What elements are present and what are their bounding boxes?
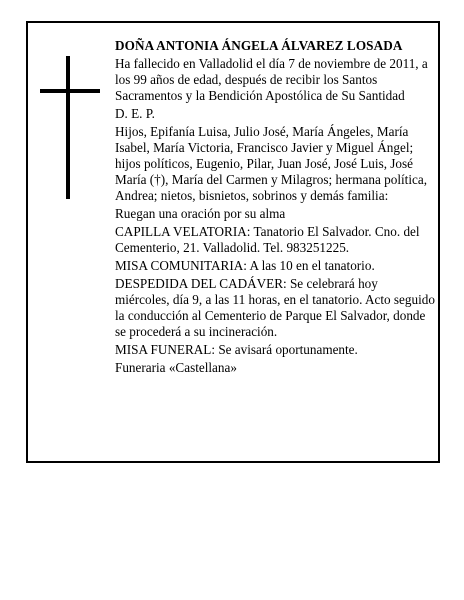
family-list: Hijos, Epifanía Luisa, Julio José, María Ángeles, María Isabel, María Victoria, Francisco Javier y Miguel Ángel; hijos políticos, Eugenio, Pilar, Juan José, José Luis, José María (†), María del Carmen y Milagros; hermana política, Andrea; nietos, bisnietos, sobrinos y demás familia:	[115, 124, 427, 203]
chapel-info: CAPILLA VELATORIA: Tanatorio El Salvador. Cno. del Cementerio, 21. Valladolid. Tel. 983251225.	[115, 224, 420, 255]
obituary-text	[115, 38, 435, 378]
deceased-name: DOÑA ANTONIA ÁNGELA ÁLVAREZ LOSADA	[115, 38, 403, 53]
cross-icon	[40, 56, 100, 199]
farewell-info: DESPEDIDA DEL CADÁVER: Se celebrará hoy miércoles, día 9, a las 11 horas, en el tanatorio. Acto seguido la conducción al Cementerio de Parque El Salvador, donde se procederá a su incineración.	[115, 276, 435, 339]
dep-line: D. E. P.	[115, 106, 155, 121]
death-announcement: Ha fallecido en Valladolid el día 7 de noviembre de 2011, a los 99 años de edad, después de recibir los Santos Sacramentos y la Bendición Apostólica de Su Santidad	[115, 56, 428, 103]
funeral-mass-info: MISA FUNERAL: Se avisará oportunamente.	[115, 342, 358, 357]
community-mass-info: MISA COMUNITARIA: A las 10 en el tanatorio.	[115, 258, 375, 273]
cross-vertical-bar	[66, 56, 70, 199]
cross-horizontal-bar	[40, 89, 100, 93]
prayer-request: Ruegan una oración por su alma	[115, 206, 286, 221]
obituary-notice	[26, 21, 440, 463]
funeral-home: Funeraria «Castellana»	[115, 360, 237, 375]
